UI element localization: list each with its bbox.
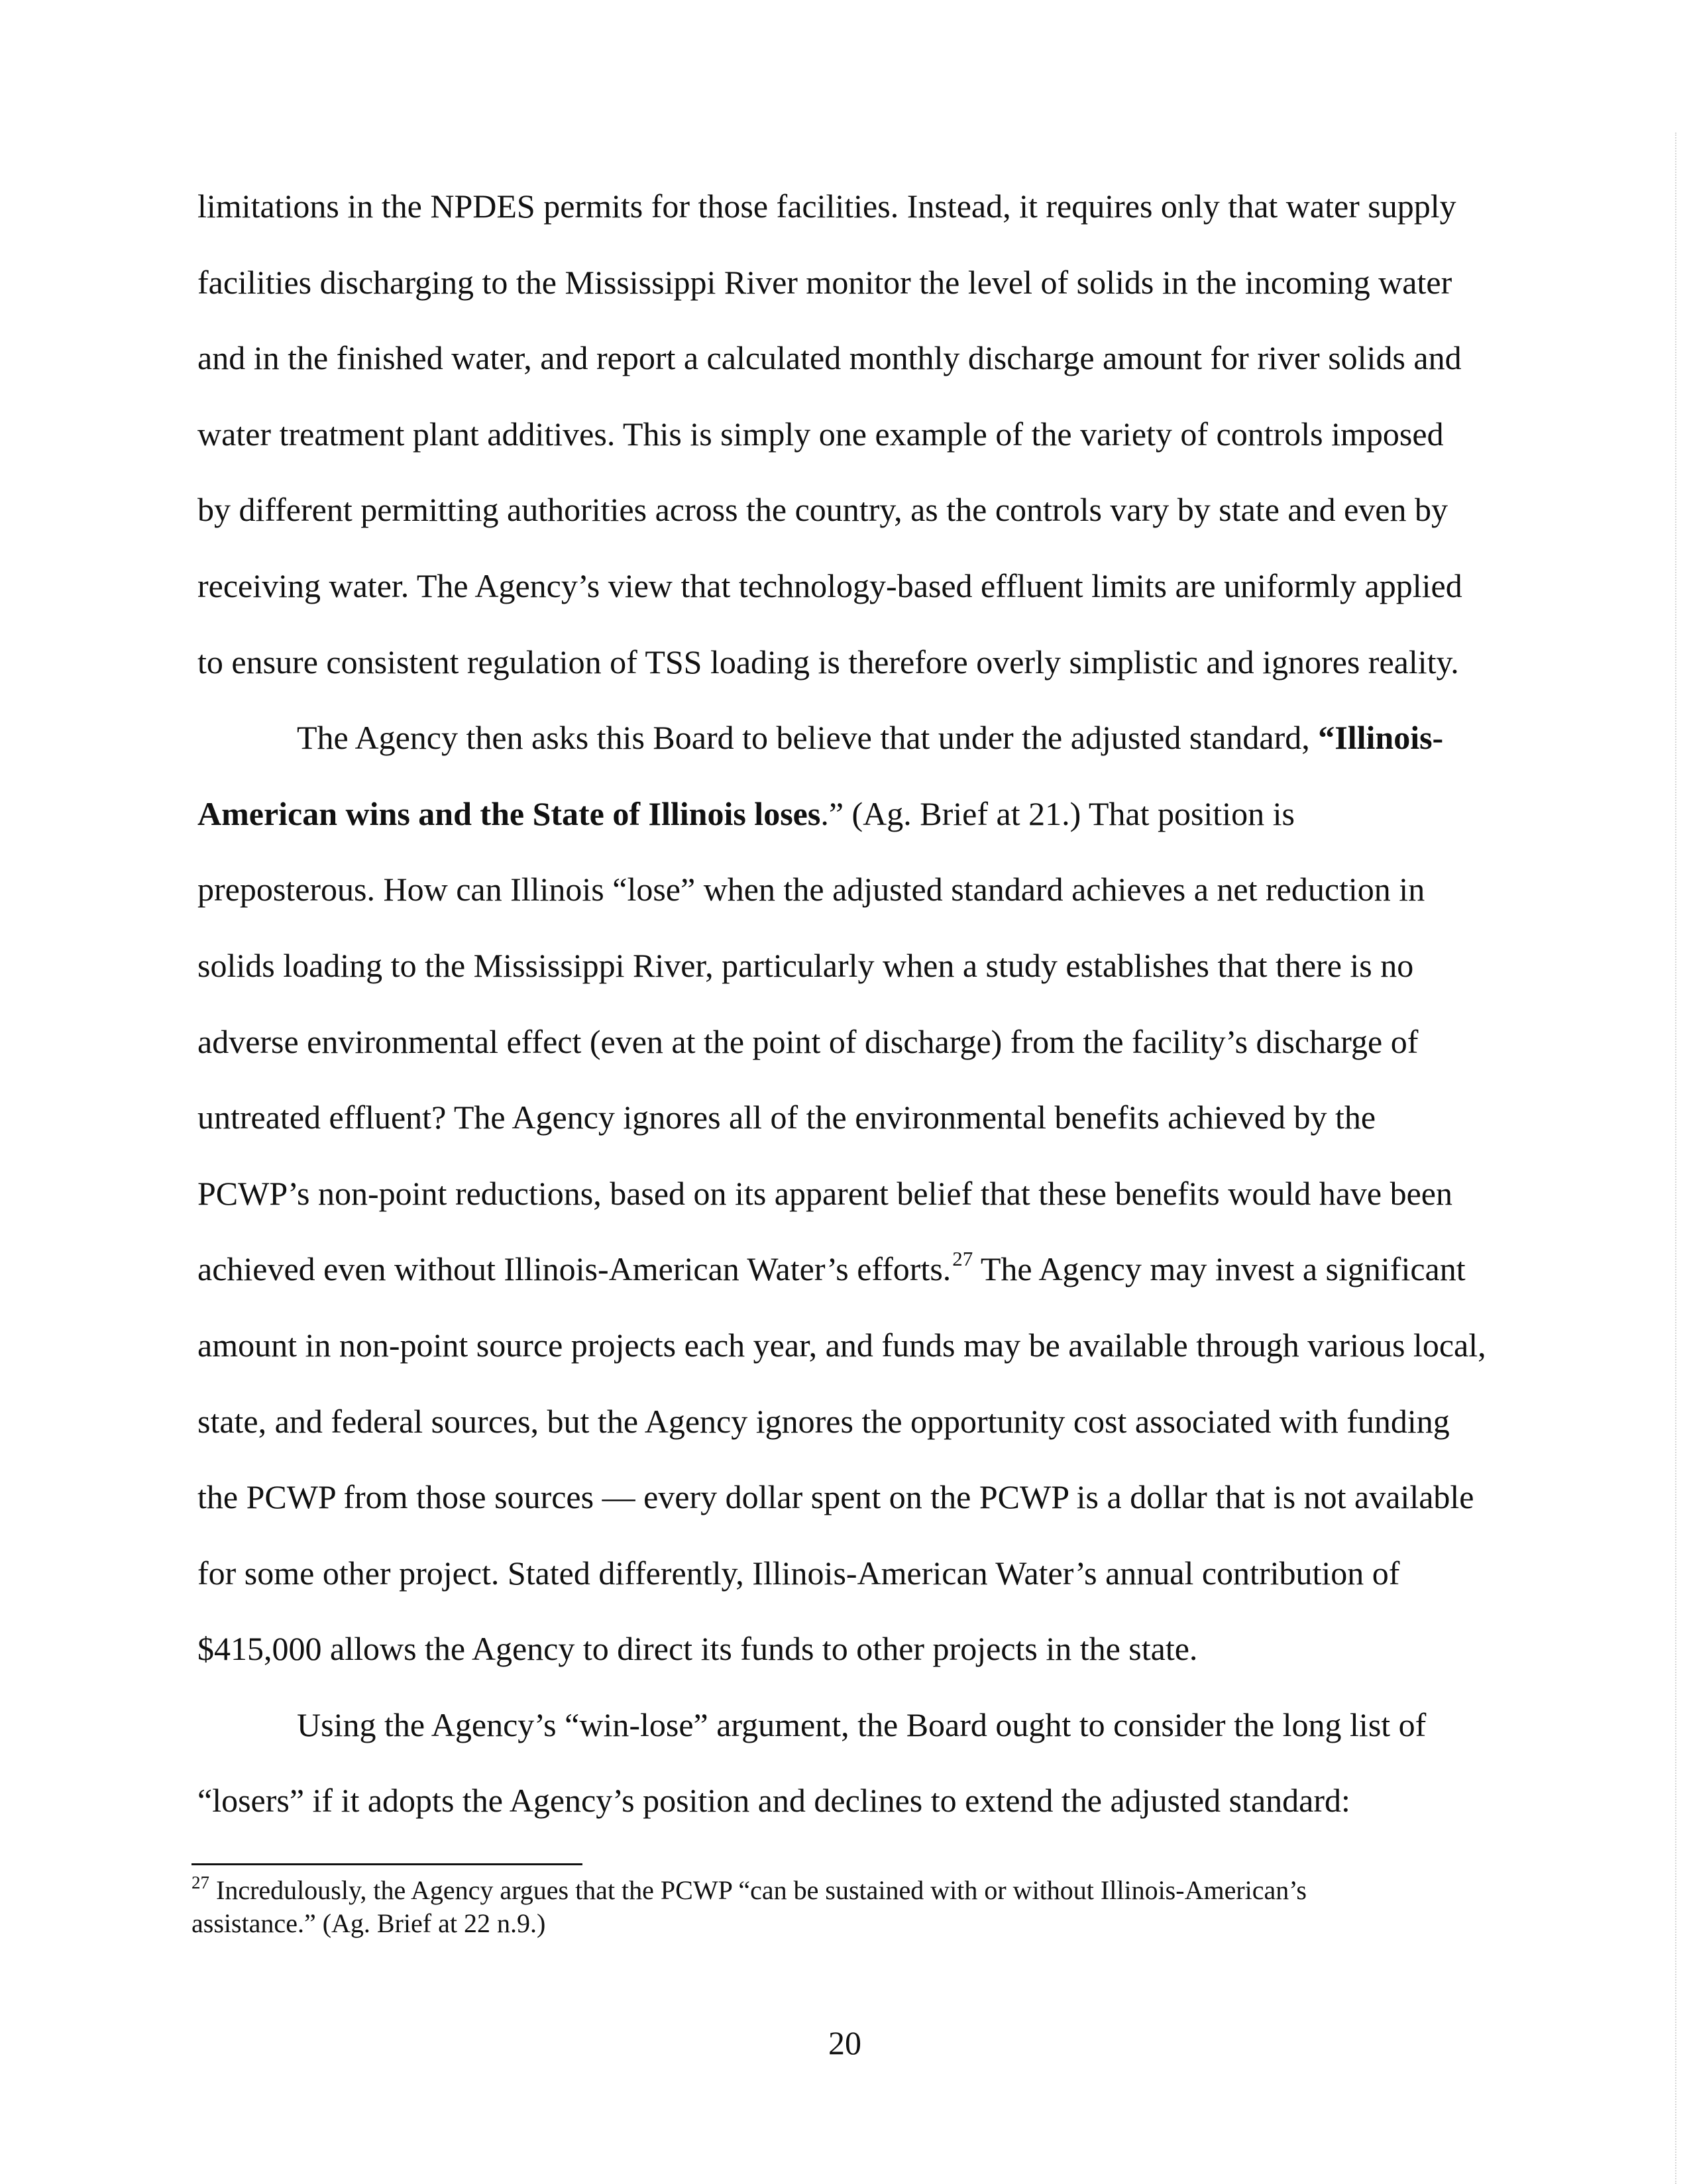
- line-text: .” (Ag. Brief at 21.) That position is: [820, 794, 1295, 832]
- footnote-line: [191, 1875, 1384, 1908]
- text-line: $415,000 allows the Agency to direct its funds to other projects in the state.: [197, 1630, 1198, 1668]
- text-line: by different permitting authorities across the country, as the controls vary by state and even by: [197, 491, 1448, 529]
- footnote-reference[interactable]: 27: [952, 1247, 973, 1271]
- footnote-divider: [191, 1863, 582, 1865]
- text-line: facilities discharging to the Mississippi River monitor the level of solids in the incoming water: [197, 263, 1452, 301]
- paragraph-1: [197, 168, 1496, 700]
- body-text: [197, 168, 1496, 1839]
- footnote-number: 27: [191, 1873, 209, 1892]
- footnote: [191, 1875, 1384, 1939]
- bold-quote: American wins and the State of Illinois loses: [197, 794, 821, 832]
- footnote-text: Incredulously, the Agency argues that the PCWP “can be sustained with or without Illinois-American’s: [209, 1875, 1307, 1905]
- line-text: The Agency may invest a significant: [973, 1250, 1466, 1288]
- text-line: the PCWP from those sources — every dollar spent on the PCWP is a dollar that is not available: [197, 1478, 1474, 1516]
- text-line: “losers” if it adopts the Agency’s position and declines to extend the adjusted standard:: [197, 1782, 1350, 1820]
- text-line: Using the Agency’s “win-lose” argument, the Board ought to consider the long list of: [297, 1706, 1427, 1743]
- paragraph-2: [197, 700, 1496, 1687]
- text-line: water treatment plant additives. This is simply one example of the variety of controls imposed: [197, 415, 1444, 453]
- paragraph-3: [197, 1687, 1496, 1839]
- text-line: untreated effluent? The Agency ignores all of the environmental benefits achieved by the: [197, 1099, 1376, 1136]
- bold-quote: “Illinois-: [1318, 719, 1444, 757]
- text-line: and in the finished water, and report a calculated monthly discharge amount for river solids and: [197, 339, 1462, 377]
- text-line: solids loading to the Mississippi River, particularly when a study establishes that there is no: [197, 946, 1414, 984]
- page-number: 20: [828, 2024, 861, 2061]
- text-line: state, and federal sources, but the Agency ignores the opportunity cost associated with funding: [197, 1402, 1450, 1440]
- text-line: [197, 1231, 1496, 1307]
- text-line: [197, 776, 1496, 852]
- text-line: to ensure consistent regulation of TSS loading is therefore overly simplistic and ignores reality.: [197, 643, 1459, 681]
- text-line: adverse environmental effect (even at the point of discharge) from the facility’s discharge of: [197, 1022, 1419, 1060]
- text-line: limitations in the NPDES permits for those facilities. Instead, it requires only that water supply: [197, 188, 1456, 225]
- scan-edge-divider: [1675, 133, 1676, 2184]
- footnote-line: assistance.” (Ag. Brief at 22 n.9.): [191, 1908, 546, 1938]
- text-line: PCWP’s non-point reductions, based on its apparent belief that these benefits would have been: [197, 1174, 1452, 1212]
- text-line: receiving water. The Agency’s view that technology-based effluent limits are uniformly applied: [197, 567, 1462, 604]
- text-line: for some other project. Stated differently, Illinois-American Water’s annual contribution of: [197, 1554, 1400, 1592]
- text-line: [197, 700, 1496, 776]
- text-line: amount in non-point source projects each year, and funds may be available through various local,: [197, 1326, 1486, 1364]
- line-text: The Agency then asks this Board to believe that under the adjusted standard,: [297, 719, 1319, 757]
- text-line: preposterous. How can Illinois “lose” when the adjusted standard achieves a net reduction in: [197, 871, 1425, 908]
- line-text: achieved even without Illinois-American Water’s efforts.: [197, 1250, 952, 1288]
